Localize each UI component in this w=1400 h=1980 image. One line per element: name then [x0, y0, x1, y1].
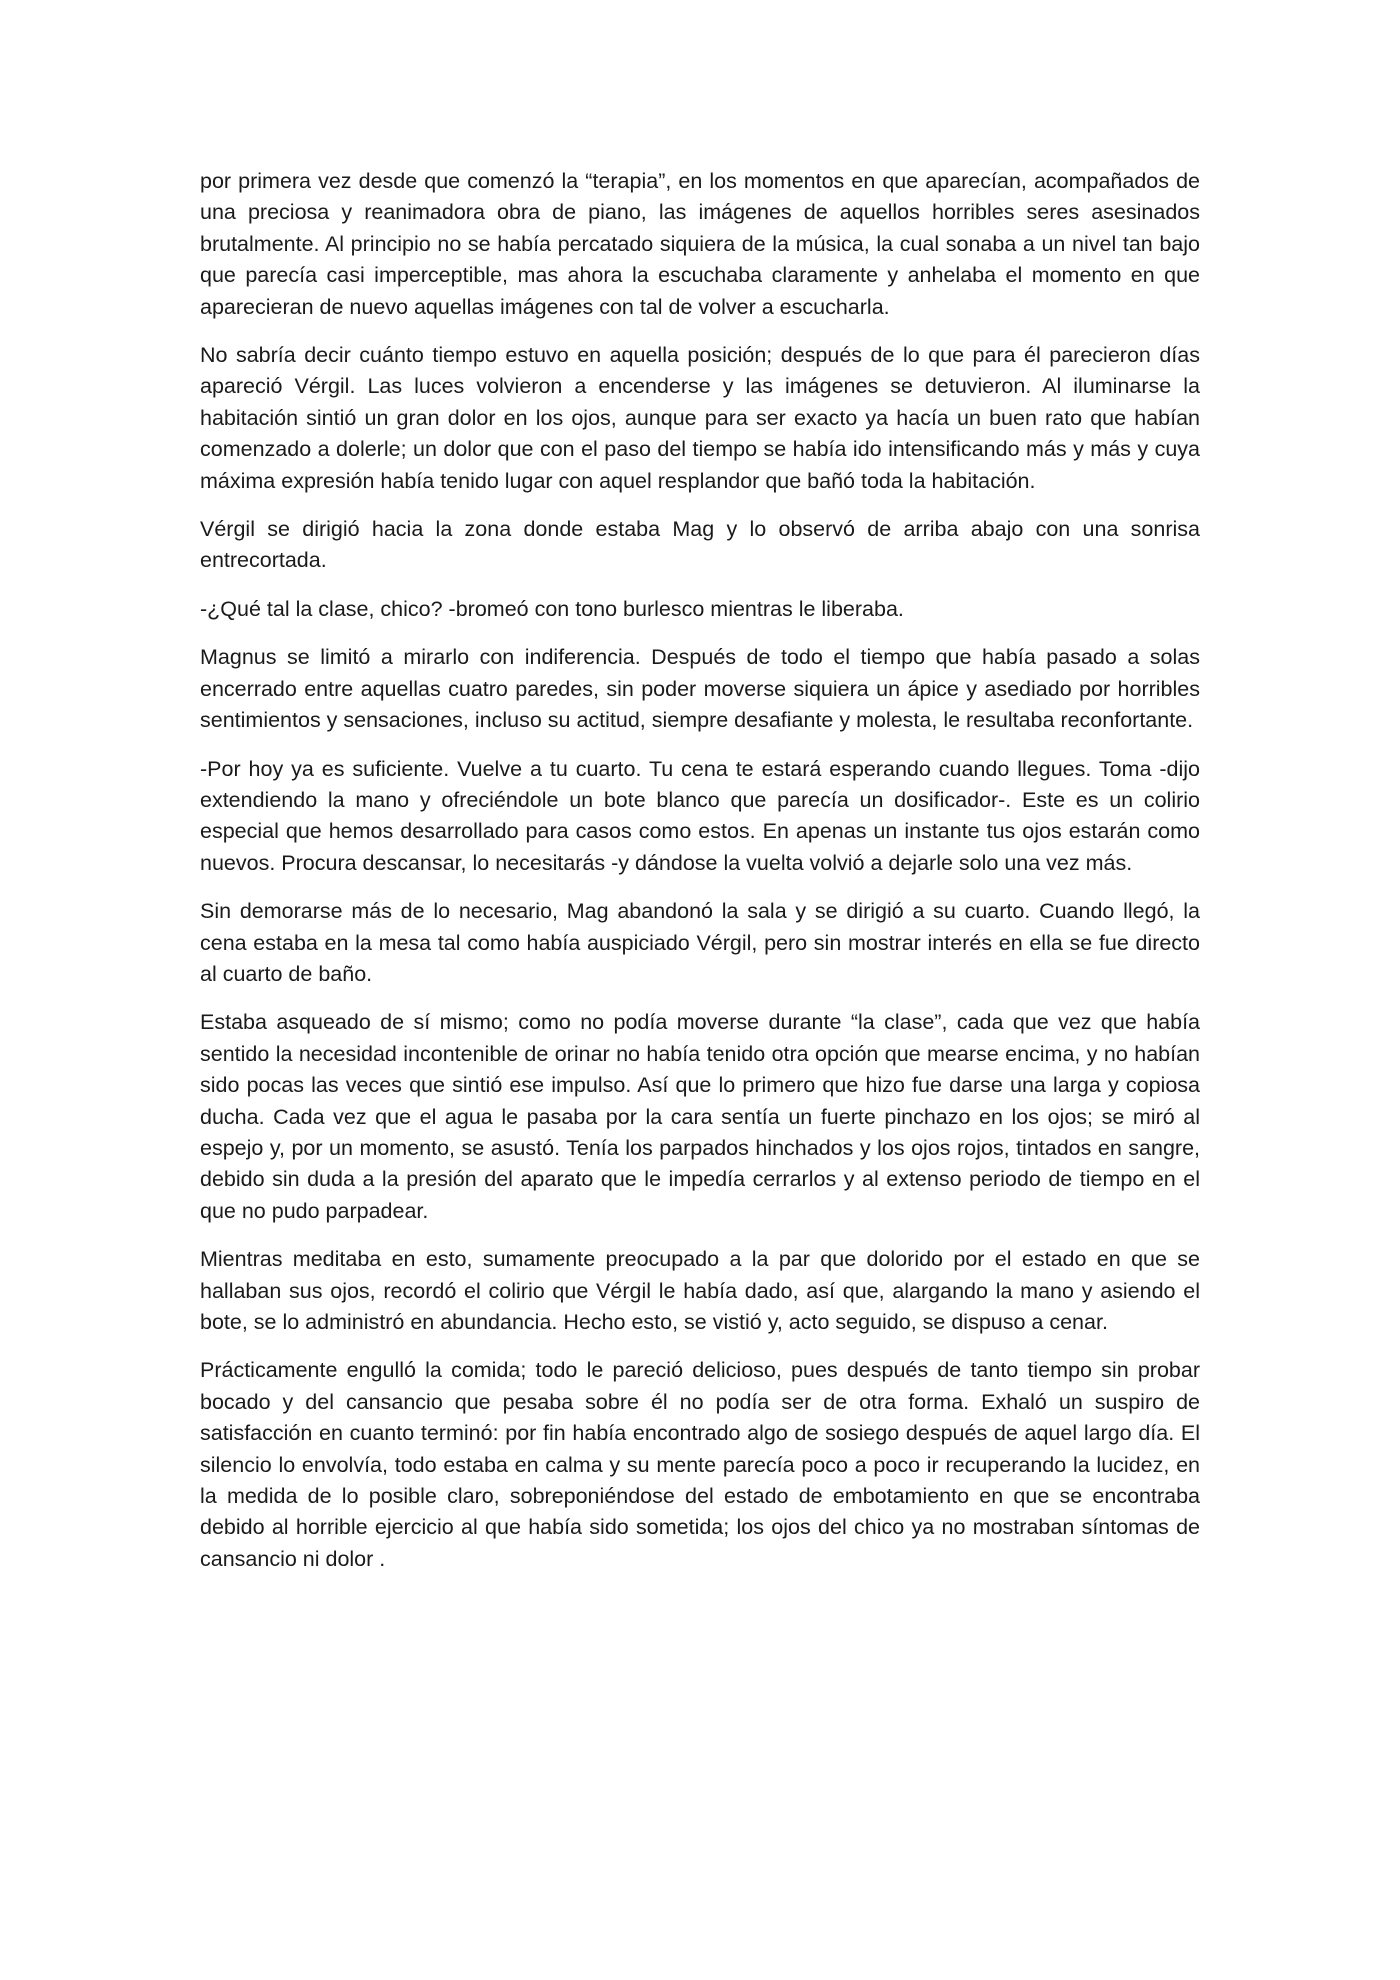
paragraph: Mientras meditaba en esto, sumamente preocupado a la par que dolorido por el estado en que se hallaban sus ojos, recordó el colirio que Vérgil le había dado, así que, alargando la mano y asiendo el bote, se lo administró en abundancia. Hecho esto, se vistió y, acto seguido, se dispuso a cenar. — [200, 1247, 1200, 1334]
document-page — [200, 166, 1200, 1592]
paragraph: Sin demorarse más de lo necesario, Mag abandonó la sala y se dirigió a su cuarto. Cuando llegó, la cena estaba en la mesa tal como había auspiciado Vérgil, pero sin mostrar interés en ella se fue directo al cuarto de baño. — [200, 899, 1200, 986]
paragraph: Vérgil se dirigió hacia la zona donde estaba Mag y lo observó de arriba abajo con una sonrisa entrecortada. — [200, 517, 1200, 573]
paragraph: Estaba asqueado de sí mismo; como no podía moverse durante “la clase”, cada que vez que había sentido la necesidad incontenible de orinar no había tenido otra opción que mearse encima, y no habían sido pocas las veces que sintió ese impulso. Así que lo primero que hizo fue darse una larga y copiosa ducha. Cada vez que el agua le pasaba por la cara sentía un fuerte pinchazo en los ojos; se miró al espejo y, por un momento, se asustó. Tenía los parpados hinchados y los ojos rojos, tintados en sangre, debido sin duda a la presión del aparato que le impedía cerrarlos y al extenso periodo de tiempo en el que no pudo parpadear. — [200, 1010, 1200, 1223]
paragraph: Prácticamente engulló la comida; todo le pareció delicioso, pues después de tanto tiempo sin probar bocado y del cansancio que pesaba sobre él no podía ser de otra forma. Exhaló un suspiro de satisfacción en cuanto terminó: por fin había encontrado algo de sosiego después de aquel largo día. El silencio lo envolvía, todo estaba en calma y su mente parecía poco a poco ir recuperando la lucidez, en la medida de lo posible claro, sobreponiéndose del estado de embotamiento en que se encontraba debido al horrible ejercicio al que había sido sometida; los ojos del chico ya no mostraban síntomas de cansancio ni dolor . — [200, 1358, 1200, 1571]
paragraph: por primera vez desde que comenzó la “terapia”, en los momentos en que aparecían, acompañados de una preciosa y reanimadora obra de piano, las imágenes de aquellos horribles seres asesinados brutalmente. Al principio no se había percatado siquiera de la música, la cual sonaba a un nivel tan bajo que parecía casi imperceptible, mas ahora la escuchaba claramente y anhelaba el momento en que aparecieran de nuevo aquellas imágenes con tal de volver a escucharla. — [200, 169, 1200, 319]
paragraph: -Por hoy ya es suficiente. Vuelve a tu cuarto. Tu cena te estará esperando cuando llegues. Toma -dijo extendiendo la mano y ofreciéndole un bote blanco que parecía un dosificador-. Este es un colirio especial que hemos desarrollado para casos como estos. En apenas un instante tus ojos estarán como nuevos. Procura descansar, lo necesitarás -y dándose la vuelta volvió a dejarle solo una vez más. — [200, 756, 1200, 875]
paragraph: -¿Qué tal la clase, chico? -bromeó con tono burlesco mientras le liberaba. — [200, 596, 904, 621]
paragraph: No sabría decir cuánto tiempo estuvo en aquella posición; después de lo que para él parecieron días apareció Vérgil. Las luces volvieron a encenderse y las imágenes se detuvieron. Al iluminarse la habitación sintió un gran dolor en los ojos, aunque para ser exacto ya hacía un buen rato que habían comenzado a dolerle; un dolor que con el paso del tiempo se había ido intensificando más y más y cuya máxima expresión había tenido lugar con aquel resplandor que bañó toda la habitación. — [200, 343, 1200, 493]
paragraph: Magnus se limitó a mirarlo con indiferencia. Después de todo el tiempo que había pasado a solas encerrado entre aquellas cuatro paredes, sin poder moverse siquiera un ápice y asediado por horribles sentimientos y sensaciones, incluso su actitud, siempre desafiante y molesta, le resultaba reconfortante. — [200, 645, 1200, 733]
